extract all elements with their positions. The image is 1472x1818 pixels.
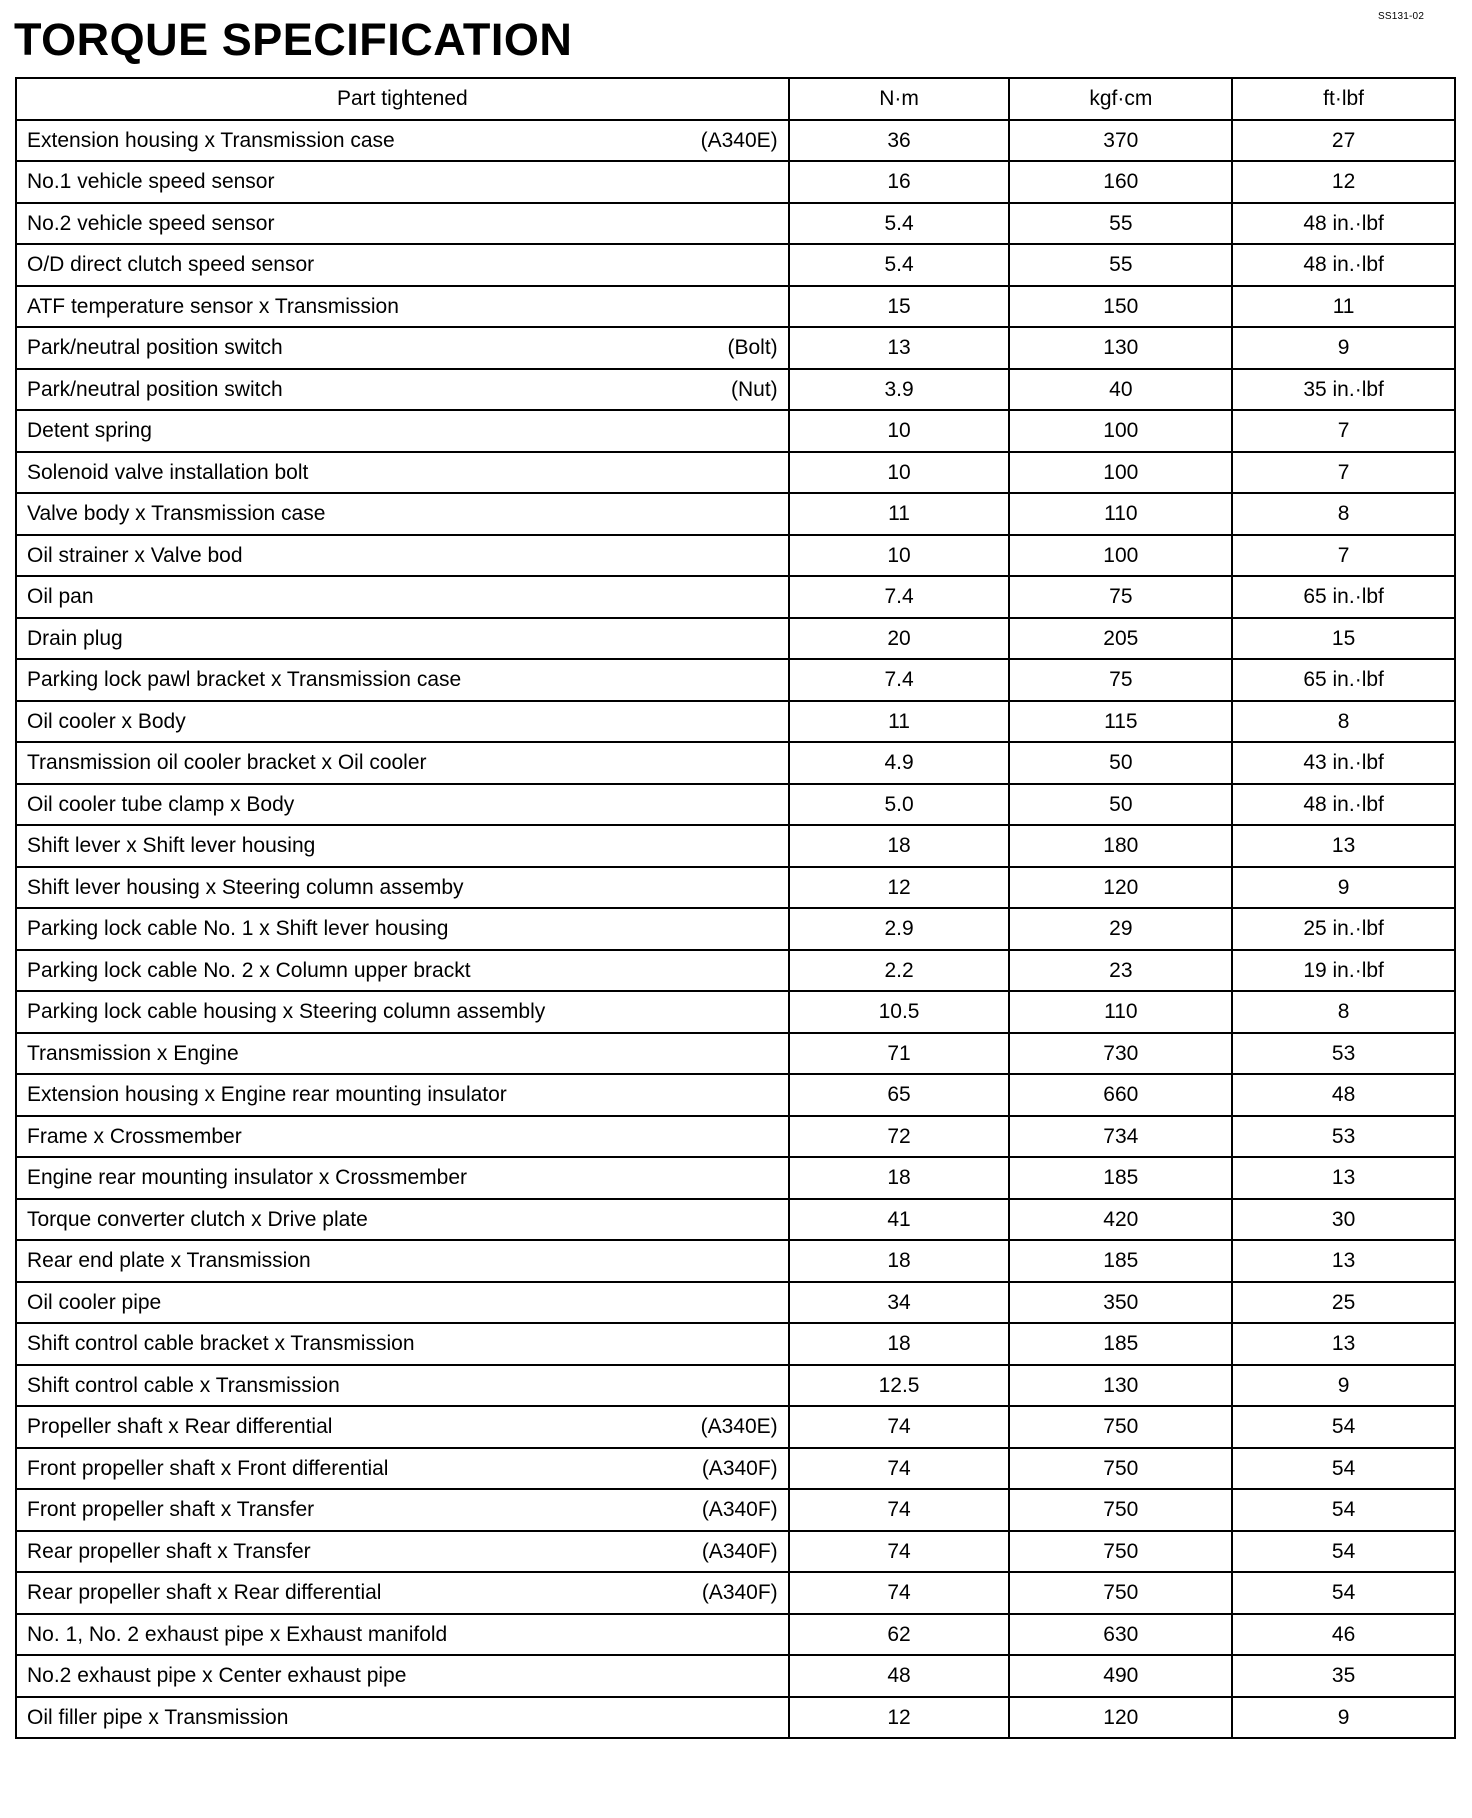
table-row	[16, 576, 1455, 618]
ft-lbf-value: 9	[1232, 1697, 1455, 1739]
part-wrap	[27, 503, 778, 524]
part-note: (A340F)	[701, 1581, 778, 1605]
part-cell	[16, 908, 789, 950]
part-note: (A340F)	[701, 1498, 778, 1522]
part-name: Oil cooler x Body	[27, 709, 186, 733]
nm-value: 12	[789, 1697, 1010, 1739]
ft-lbf-value: 13	[1232, 825, 1455, 867]
table-row	[16, 1157, 1455, 1199]
part-wrap	[27, 1084, 778, 1105]
table-row	[16, 1572, 1455, 1614]
ft-lbf-value: 8	[1232, 991, 1455, 1033]
ft-lbf-value: 9	[1232, 1365, 1455, 1407]
nm-value: 10	[789, 410, 1010, 452]
part-cell	[16, 742, 789, 784]
part-note: (Nut)	[731, 377, 778, 401]
table-row	[16, 950, 1455, 992]
kgf-cm-value: 100	[1009, 410, 1232, 452]
part-cell	[16, 1697, 789, 1739]
kgf-cm-value: 130	[1009, 327, 1232, 369]
part-cell	[16, 1116, 789, 1158]
part-wrap	[27, 254, 778, 275]
ft-lbf-value: 8	[1232, 701, 1455, 743]
part-wrap	[27, 1001, 778, 1022]
kgf-cm-value: 370	[1009, 120, 1232, 162]
part-name: Shift control cable bracket x Transmission	[27, 1332, 415, 1356]
table-row	[16, 1448, 1455, 1490]
table-row	[16, 991, 1455, 1033]
table-row	[16, 1116, 1455, 1158]
kgf-cm-value: 205	[1009, 618, 1232, 660]
part-wrap	[27, 296, 778, 317]
part-wrap	[27, 794, 778, 815]
ft-lbf-value: 46	[1232, 1614, 1455, 1656]
part-name: Park/neutral position switch	[27, 336, 283, 360]
table-row	[16, 161, 1455, 203]
part-wrap	[27, 711, 778, 732]
part-cell	[16, 1074, 789, 1116]
nm-value: 18	[789, 825, 1010, 867]
ft-lbf-value: 65 in.·lbf	[1232, 576, 1455, 618]
ft-lbf-value: 53	[1232, 1033, 1455, 1075]
table-row	[16, 369, 1455, 411]
table-row	[16, 203, 1455, 245]
nm-value: 41	[789, 1199, 1010, 1241]
nm-value: 2.9	[789, 908, 1010, 950]
part-note: (A340E)	[700, 1415, 778, 1439]
part-wrap	[27, 1167, 778, 1188]
ft-lbf-value: 48	[1232, 1074, 1455, 1116]
part-wrap	[27, 130, 778, 151]
ft-lbf-value: 7	[1232, 535, 1455, 577]
kgf-cm-value: 55	[1009, 244, 1232, 286]
ft-lbf-value: 13	[1232, 1240, 1455, 1282]
ft-lbf-value: 65 in.·lbf	[1232, 659, 1455, 701]
part-cell	[16, 1240, 789, 1282]
kgf-cm-value: 750	[1009, 1448, 1232, 1490]
kgf-cm-value: 150	[1009, 286, 1232, 328]
ft-lbf-value: 27	[1232, 120, 1455, 162]
part-name: Frame x Crossmember	[27, 1124, 242, 1148]
ft-lbf-value: 48 in.·lbf	[1232, 203, 1455, 245]
part-note: (A340F)	[701, 1456, 778, 1480]
nm-value: 18	[789, 1323, 1010, 1365]
part-name: Parking lock cable No. 1 x Shift lever housing	[27, 917, 449, 941]
part-wrap	[27, 586, 778, 607]
part-wrap	[27, 1043, 778, 1064]
part-wrap	[27, 1499, 778, 1520]
part-name: Oil strainer x Valve bod	[27, 543, 243, 567]
table-row	[16, 1033, 1455, 1075]
kgf-cm-value: 750	[1009, 1489, 1232, 1531]
part-name: Front propeller shaft x Transfer	[27, 1498, 315, 1522]
table-row	[16, 1531, 1455, 1573]
nm-value: 18	[789, 1157, 1010, 1199]
kgf-cm-value: 350	[1009, 1282, 1232, 1324]
part-cell	[16, 1033, 789, 1075]
part-cell	[16, 618, 789, 660]
nm-value: 2.2	[789, 950, 1010, 992]
part-wrap	[27, 669, 778, 690]
part-name: Transmission x Engine	[27, 1041, 239, 1065]
ft-lbf-value: 13	[1232, 1157, 1455, 1199]
ft-lbf-value: 8	[1232, 493, 1455, 535]
nm-value: 3.9	[789, 369, 1010, 411]
header-nm: N·m	[789, 78, 1010, 120]
part-name: No.1 vehicle speed sensor	[27, 170, 275, 194]
ft-lbf-value: 12	[1232, 161, 1455, 203]
kgf-cm-value: 734	[1009, 1116, 1232, 1158]
nm-value: 16	[789, 161, 1010, 203]
ft-lbf-value: 11	[1232, 286, 1455, 328]
part-name: Solenoid valve installation bolt	[27, 460, 309, 484]
table-row	[16, 1655, 1455, 1697]
kgf-cm-value: 630	[1009, 1614, 1232, 1656]
part-cell	[16, 1531, 789, 1573]
nm-value: 36	[789, 120, 1010, 162]
table-row	[16, 1697, 1455, 1739]
table-row	[16, 908, 1455, 950]
part-cell	[16, 1655, 789, 1697]
part-name: Rear end plate x Transmission	[27, 1249, 311, 1273]
part-wrap	[27, 1665, 778, 1686]
ft-lbf-value: 13	[1232, 1323, 1455, 1365]
table-row	[16, 618, 1455, 660]
table-row	[16, 1240, 1455, 1282]
part-note: (Bolt)	[727, 336, 778, 360]
part-wrap	[27, 1541, 778, 1562]
ft-lbf-value: 30	[1232, 1199, 1455, 1241]
part-cell	[16, 701, 789, 743]
part-name: Oil pan	[27, 585, 94, 609]
ft-lbf-value: 54	[1232, 1448, 1455, 1490]
nm-value: 13	[789, 327, 1010, 369]
kgf-cm-value: 750	[1009, 1572, 1232, 1614]
table-row	[16, 286, 1455, 328]
part-name: Parking lock pawl bracket x Transmission case	[27, 668, 462, 692]
nm-value: 74	[789, 1448, 1010, 1490]
part-name: Parking lock cable housing x Steering column assembly	[27, 1000, 546, 1024]
nm-value: 12.5	[789, 1365, 1010, 1407]
ft-lbf-value: 43 in.·lbf	[1232, 742, 1455, 784]
nm-value: 74	[789, 1572, 1010, 1614]
kgf-cm-value: 120	[1009, 867, 1232, 909]
kgf-cm-value: 50	[1009, 742, 1232, 784]
nm-value: 5.0	[789, 784, 1010, 826]
part-wrap	[27, 1582, 778, 1603]
nm-value: 7.4	[789, 576, 1010, 618]
part-name: Torque converter clutch x Drive plate	[27, 1207, 368, 1231]
part-cell	[16, 410, 789, 452]
ft-lbf-value: 7	[1232, 452, 1455, 494]
kgf-cm-value: 115	[1009, 701, 1232, 743]
part-cell	[16, 659, 789, 701]
ft-lbf-value: 35 in.·lbf	[1232, 369, 1455, 411]
part-cell	[16, 991, 789, 1033]
kgf-cm-value: 110	[1009, 493, 1232, 535]
part-name: Parking lock cable No. 2 x Column upper brackt	[27, 958, 471, 982]
part-cell	[16, 1489, 789, 1531]
part-cell	[16, 203, 789, 245]
part-name: Extension housing x Transmission case	[27, 128, 395, 152]
header-ft-lbf: ft·lbf	[1232, 78, 1455, 120]
kgf-cm-value: 660	[1009, 1074, 1232, 1116]
table-row	[16, 1406, 1455, 1448]
table-row	[16, 784, 1455, 826]
nm-value: 65	[789, 1074, 1010, 1116]
part-cell	[16, 1282, 789, 1324]
table-row	[16, 867, 1455, 909]
nm-value: 11	[789, 493, 1010, 535]
part-wrap	[27, 337, 778, 358]
part-name: No. 1, No. 2 exhaust pipe x Exhaust manifold	[27, 1622, 448, 1646]
part-cell	[16, 1406, 789, 1448]
part-name: Oil filler pipe x Transmission	[27, 1705, 289, 1729]
table-row	[16, 1323, 1455, 1365]
kgf-cm-value: 730	[1009, 1033, 1232, 1075]
part-wrap	[27, 171, 778, 192]
part-cell	[16, 327, 789, 369]
part-cell	[16, 1199, 789, 1241]
part-cell	[16, 1572, 789, 1614]
ft-lbf-value: 54	[1232, 1531, 1455, 1573]
table-row	[16, 701, 1455, 743]
kgf-cm-value: 750	[1009, 1531, 1232, 1573]
kgf-cm-value: 120	[1009, 1697, 1232, 1739]
part-cell	[16, 286, 789, 328]
nm-value: 62	[789, 1614, 1010, 1656]
ft-lbf-value: 7	[1232, 410, 1455, 452]
kgf-cm-value: 750	[1009, 1406, 1232, 1448]
kgf-cm-value: 100	[1009, 535, 1232, 577]
table-row	[16, 493, 1455, 535]
ft-lbf-value: 54	[1232, 1406, 1455, 1448]
part-wrap	[27, 628, 778, 649]
table-row	[16, 244, 1455, 286]
part-wrap	[27, 1707, 778, 1728]
part-name: Valve body x Transmission case	[27, 502, 326, 526]
part-cell	[16, 452, 789, 494]
kgf-cm-value: 110	[1009, 991, 1232, 1033]
part-wrap	[27, 918, 778, 939]
part-name: Shift lever x Shift lever housing	[27, 834, 316, 858]
kgf-cm-value: 29	[1009, 908, 1232, 950]
nm-value: 34	[789, 1282, 1010, 1324]
ft-lbf-value: 9	[1232, 867, 1455, 909]
table-row	[16, 410, 1455, 452]
kgf-cm-value: 180	[1009, 825, 1232, 867]
part-wrap	[27, 752, 778, 773]
part-wrap	[27, 1458, 778, 1479]
part-name: Transmission oil cooler bracket x Oil cooler	[27, 751, 427, 775]
ft-lbf-value: 25 in.·lbf	[1232, 908, 1455, 950]
part-name: O/D direct clutch speed sensor	[27, 253, 315, 277]
part-cell	[16, 369, 789, 411]
ft-lbf-value: 15	[1232, 618, 1455, 660]
part-name: Oil cooler tube clamp x Body	[27, 792, 295, 816]
part-cell	[16, 1365, 789, 1407]
page-title: TORQUE SPECIFICATION	[14, 14, 573, 65]
table-row	[16, 659, 1455, 701]
table-row	[16, 1074, 1455, 1116]
ft-lbf-value: 48 in.·lbf	[1232, 244, 1455, 286]
part-wrap	[27, 1624, 778, 1645]
part-name: ATF temperature sensor x Transmission	[27, 294, 399, 318]
nm-value: 10	[789, 452, 1010, 494]
table-row	[16, 1614, 1455, 1656]
table-row	[16, 120, 1455, 162]
part-wrap	[27, 420, 778, 441]
part-wrap	[27, 1375, 778, 1396]
kgf-cm-value: 55	[1009, 203, 1232, 245]
ft-lbf-value: 54	[1232, 1572, 1455, 1614]
ft-lbf-value: 19 in.·lbf	[1232, 950, 1455, 992]
part-wrap	[27, 379, 778, 400]
part-wrap	[27, 1416, 778, 1437]
nm-value: 5.4	[789, 244, 1010, 286]
part-cell	[16, 950, 789, 992]
kgf-cm-value: 160	[1009, 161, 1232, 203]
kgf-cm-value: 490	[1009, 1655, 1232, 1697]
part-cell	[16, 120, 789, 162]
kgf-cm-value: 100	[1009, 452, 1232, 494]
part-cell	[16, 1323, 789, 1365]
part-cell	[16, 244, 789, 286]
header-part-tightened: Part tightened	[16, 78, 789, 120]
kgf-cm-value: 40	[1009, 369, 1232, 411]
part-wrap	[27, 545, 778, 566]
nm-value: 74	[789, 1531, 1010, 1573]
kgf-cm-value: 23	[1009, 950, 1232, 992]
nm-value: 48	[789, 1655, 1010, 1697]
part-wrap	[27, 835, 778, 856]
part-cell	[16, 1448, 789, 1490]
ft-lbf-value: 54	[1232, 1489, 1455, 1531]
nm-value: 7.4	[789, 659, 1010, 701]
nm-value: 4.9	[789, 742, 1010, 784]
nm-value: 10	[789, 535, 1010, 577]
part-name: Front propeller shaft x Front differential	[27, 1456, 389, 1480]
part-name: Propeller shaft x Rear differential	[27, 1415, 333, 1439]
part-name: Oil cooler pipe	[27, 1290, 162, 1314]
table-body	[16, 120, 1455, 1739]
kgf-cm-value: 75	[1009, 659, 1232, 701]
nm-value: 18	[789, 1240, 1010, 1282]
part-wrap	[27, 1126, 778, 1147]
header-row	[16, 78, 1455, 120]
part-cell	[16, 867, 789, 909]
ft-lbf-value: 48 in.·lbf	[1232, 784, 1455, 826]
part-wrap	[27, 1250, 778, 1271]
table-row	[16, 1365, 1455, 1407]
part-cell	[16, 825, 789, 867]
part-name: Drain plug	[27, 626, 123, 650]
part-wrap	[27, 213, 778, 234]
part-wrap	[27, 877, 778, 898]
part-cell	[16, 161, 789, 203]
nm-value: 71	[789, 1033, 1010, 1075]
nm-value: 20	[789, 618, 1010, 660]
part-cell	[16, 493, 789, 535]
part-name: Extension housing x Engine rear mounting insulator	[27, 1083, 507, 1107]
part-name: Shift control cable x Transmission	[27, 1373, 340, 1397]
part-wrap	[27, 1209, 778, 1230]
kgf-cm-value: 420	[1009, 1199, 1232, 1241]
table-row	[16, 1199, 1455, 1241]
table-row	[16, 327, 1455, 369]
nm-value: 10.5	[789, 991, 1010, 1033]
table-row	[16, 535, 1455, 577]
part-name: Engine rear mounting insulator x Crossmember	[27, 1166, 468, 1190]
part-wrap	[27, 462, 778, 483]
table-header	[16, 78, 1455, 120]
kgf-cm-value: 75	[1009, 576, 1232, 618]
part-wrap	[27, 960, 778, 981]
ft-lbf-value: 25	[1232, 1282, 1455, 1324]
kgf-cm-value: 185	[1009, 1157, 1232, 1199]
table-row	[16, 452, 1455, 494]
kgf-cm-value: 185	[1009, 1240, 1232, 1282]
nm-value: 5.4	[789, 203, 1010, 245]
part-cell	[16, 576, 789, 618]
part-name: Detent spring	[27, 419, 152, 443]
part-name: No.2 vehicle speed sensor	[27, 211, 275, 235]
part-name: Shift lever housing x Steering column assemby	[27, 875, 464, 899]
table-row	[16, 1489, 1455, 1531]
part-wrap	[27, 1292, 778, 1313]
part-name: Park/neutral position switch	[27, 377, 283, 401]
part-cell	[16, 784, 789, 826]
document-code: SS131-02	[1378, 11, 1425, 22]
nm-value: 72	[789, 1116, 1010, 1158]
part-cell	[16, 1614, 789, 1656]
kgf-cm-value: 50	[1009, 784, 1232, 826]
table-row	[16, 742, 1455, 784]
ft-lbf-value: 53	[1232, 1116, 1455, 1158]
part-name: Rear propeller shaft x Rear differential	[27, 1581, 382, 1605]
ft-lbf-value: 35	[1232, 1655, 1455, 1697]
torque-spec-table	[15, 77, 1456, 1739]
part-name: Rear propeller shaft x Transfer	[27, 1539, 311, 1563]
part-note: (A340F)	[701, 1539, 778, 1563]
nm-value: 12	[789, 867, 1010, 909]
table-row	[16, 1282, 1455, 1324]
part-note: (A340E)	[700, 128, 778, 152]
kgf-cm-value: 130	[1009, 1365, 1232, 1407]
part-wrap	[27, 1333, 778, 1354]
nm-value: 11	[789, 701, 1010, 743]
nm-value: 74	[789, 1489, 1010, 1531]
ft-lbf-value: 9	[1232, 327, 1455, 369]
header-kgf-cm: kgf·cm	[1009, 78, 1232, 120]
part-cell	[16, 1157, 789, 1199]
table-row	[16, 825, 1455, 867]
part-cell	[16, 535, 789, 577]
kgf-cm-value: 185	[1009, 1323, 1232, 1365]
nm-value: 74	[789, 1406, 1010, 1448]
part-name: No.2 exhaust pipe x Center exhaust pipe	[27, 1664, 407, 1688]
nm-value: 15	[789, 286, 1010, 328]
